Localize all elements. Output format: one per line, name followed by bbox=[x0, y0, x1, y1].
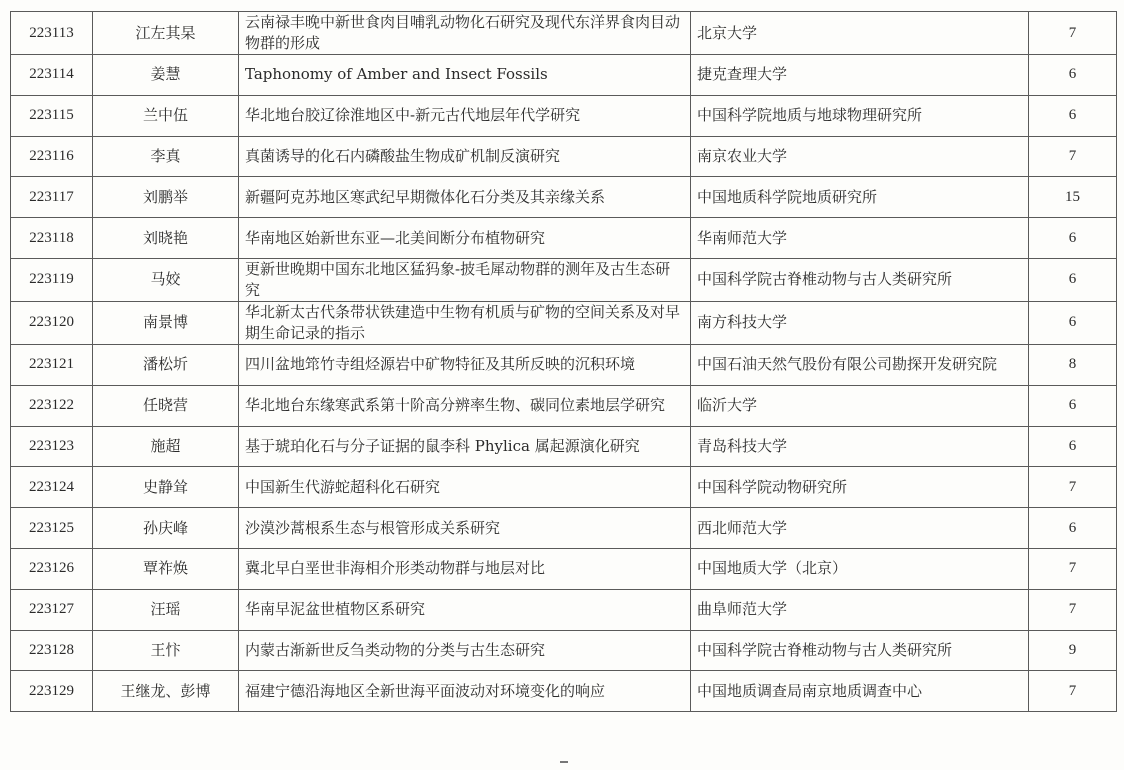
cell-applicant: 刘鹏举 bbox=[93, 177, 239, 218]
cell-institution: 中国地质科学院地质研究所 bbox=[691, 177, 1029, 218]
cell-project-title: 华北地台胶辽徐淮地区中-新元古代地层年代学研究 bbox=[239, 95, 691, 136]
cell-project-title: 更新世晚期中国东北地区猛犸象-披毛犀动物群的测年及古生态研究 bbox=[239, 258, 691, 301]
table-row bbox=[11, 385, 1117, 426]
cell-project-title: 冀北早白垩世非海相介形类动物群与地层对比 bbox=[239, 548, 691, 589]
cell-applicant: 王继龙、彭博 bbox=[93, 671, 239, 712]
cell-project-title: 华南地区始新世东亚—北美间断分布植物研究 bbox=[239, 218, 691, 259]
cell-institution: 南京农业大学 bbox=[691, 136, 1029, 177]
cell-project-id: 223116 bbox=[11, 136, 93, 177]
cell-institution: 中国科学院古脊椎动物与古人类研究所 bbox=[691, 630, 1029, 671]
cell-applicant: 施超 bbox=[93, 426, 239, 467]
cell-project-id: 223129 bbox=[11, 671, 93, 712]
table-row bbox=[11, 258, 1117, 301]
table-row bbox=[11, 467, 1117, 508]
cell-institution: 南方科技大学 bbox=[691, 301, 1029, 344]
cell-applicant: 孙庆峰 bbox=[93, 508, 239, 549]
cell-count: 7 bbox=[1029, 467, 1117, 508]
cell-project-title: 基于琥珀化石与分子证据的鼠李科 Phylica 属起源演化研究 bbox=[239, 426, 691, 467]
cell-project-title: 新疆阿克苏地区寒武纪早期微体化石分类及其亲缘关系 bbox=[239, 177, 691, 218]
cell-project-title: Taphonomy of Amber and Insect Fossils bbox=[239, 55, 691, 96]
cell-count: 15 bbox=[1029, 177, 1117, 218]
cell-project-id: 223126 bbox=[11, 548, 93, 589]
cell-count: 6 bbox=[1029, 301, 1117, 344]
cell-count: 7 bbox=[1029, 548, 1117, 589]
cell-project-id: 223122 bbox=[11, 385, 93, 426]
page-number-mark bbox=[560, 761, 568, 763]
cell-project-id: 223128 bbox=[11, 630, 93, 671]
cell-institution: 北京大学 bbox=[691, 12, 1029, 55]
cell-applicant: 刘晓艳 bbox=[93, 218, 239, 259]
cell-institution: 中国地质调查局南京地质调查中心 bbox=[691, 671, 1029, 712]
table-row bbox=[11, 548, 1117, 589]
cell-project-title: 云南禄丰晚中新世食肉目哺乳动物化石研究及现代东洋界食肉目动物群的形成 bbox=[239, 12, 691, 55]
cell-applicant: 江左其杲 bbox=[93, 12, 239, 55]
cell-project-title: 华南早泥盆世植物区系研究 bbox=[239, 589, 691, 630]
cell-applicant: 汪瑶 bbox=[93, 589, 239, 630]
cell-project-title: 沙漠沙蒿根系生态与根管形成关系研究 bbox=[239, 508, 691, 549]
cell-institution: 华南师范大学 bbox=[691, 218, 1029, 259]
project-table bbox=[10, 11, 1117, 712]
cell-project-id: 223117 bbox=[11, 177, 93, 218]
cell-institution: 曲阜师范大学 bbox=[691, 589, 1029, 630]
cell-count: 6 bbox=[1029, 508, 1117, 549]
cell-project-id: 223121 bbox=[11, 344, 93, 385]
cell-count: 7 bbox=[1029, 12, 1117, 55]
cell-institution: 中国科学院地质与地球物理研究所 bbox=[691, 95, 1029, 136]
cell-institution: 青岛科技大学 bbox=[691, 426, 1029, 467]
table-row bbox=[11, 218, 1117, 259]
cell-project-id: 223113 bbox=[11, 12, 93, 55]
cell-count: 6 bbox=[1029, 426, 1117, 467]
cell-institution: 西北师范大学 bbox=[691, 508, 1029, 549]
cell-count: 7 bbox=[1029, 671, 1117, 712]
cell-project-id: 223114 bbox=[11, 55, 93, 96]
table-row bbox=[11, 177, 1117, 218]
table-row bbox=[11, 55, 1117, 96]
cell-applicant: 李真 bbox=[93, 136, 239, 177]
cell-count: 8 bbox=[1029, 344, 1117, 385]
table-row bbox=[11, 95, 1117, 136]
cell-count: 6 bbox=[1029, 55, 1117, 96]
table-row bbox=[11, 12, 1117, 55]
cell-project-title: 华北新太古代条带状铁建造中生物有机质与矿物的空间关系及对早期生命记录的指示 bbox=[239, 301, 691, 344]
table-row bbox=[11, 426, 1117, 467]
cell-project-id: 223127 bbox=[11, 589, 93, 630]
cell-applicant: 潘松圻 bbox=[93, 344, 239, 385]
cell-count: 6 bbox=[1029, 95, 1117, 136]
cell-applicant: 任晓营 bbox=[93, 385, 239, 426]
table-row bbox=[11, 301, 1117, 344]
cell-project-id: 223125 bbox=[11, 508, 93, 549]
table-row bbox=[11, 589, 1117, 630]
cell-count: 6 bbox=[1029, 218, 1117, 259]
cell-applicant: 兰中伍 bbox=[93, 95, 239, 136]
cell-project-title: 中国新生代游蛇超科化石研究 bbox=[239, 467, 691, 508]
table-row bbox=[11, 630, 1117, 671]
cell-applicant: 史静耸 bbox=[93, 467, 239, 508]
cell-project-id: 223120 bbox=[11, 301, 93, 344]
cell-project-id: 223123 bbox=[11, 426, 93, 467]
cell-count: 7 bbox=[1029, 589, 1117, 630]
cell-project-title: 福建宁德沿海地区全新世海平面波动对环境变化的响应 bbox=[239, 671, 691, 712]
cell-count: 9 bbox=[1029, 630, 1117, 671]
cell-project-id: 223119 bbox=[11, 258, 93, 301]
cell-project-title: 四川盆地筇竹寺组烃源岩中矿物特征及其所反映的沉积环境 bbox=[239, 344, 691, 385]
cell-applicant: 南景博 bbox=[93, 301, 239, 344]
cell-applicant: 姜慧 bbox=[93, 55, 239, 96]
cell-project-title: 华北地台东缘寒武系第十阶高分辨率生物、碳同位素地层学研究 bbox=[239, 385, 691, 426]
table-body bbox=[11, 12, 1117, 712]
cell-institution: 临沂大学 bbox=[691, 385, 1029, 426]
cell-institution: 中国科学院古脊椎动物与古人类研究所 bbox=[691, 258, 1029, 301]
table-row bbox=[11, 344, 1117, 385]
cell-institution: 中国石油天然气股份有限公司勘探开发研究院 bbox=[691, 344, 1029, 385]
table-row bbox=[11, 508, 1117, 549]
cell-institution: 中国地质大学（北京） bbox=[691, 548, 1029, 589]
table-row bbox=[11, 671, 1117, 712]
cell-applicant: 覃祚焕 bbox=[93, 548, 239, 589]
cell-project-title: 内蒙古渐新世反刍类动物的分类与古生态研究 bbox=[239, 630, 691, 671]
cell-project-id: 223118 bbox=[11, 218, 93, 259]
cell-project-id: 223124 bbox=[11, 467, 93, 508]
cell-institution: 中国科学院动物研究所 bbox=[691, 467, 1029, 508]
cell-count: 7 bbox=[1029, 136, 1117, 177]
cell-project-title: 真菌诱导的化石内磷酸盐生物成矿机制反演研究 bbox=[239, 136, 691, 177]
cell-project-id: 223115 bbox=[11, 95, 93, 136]
table-row bbox=[11, 136, 1117, 177]
cell-applicant: 马姣 bbox=[93, 258, 239, 301]
cell-count: 6 bbox=[1029, 385, 1117, 426]
cell-applicant: 王忭 bbox=[93, 630, 239, 671]
cell-count: 6 bbox=[1029, 258, 1117, 301]
cell-institution: 捷克查理大学 bbox=[691, 55, 1029, 96]
